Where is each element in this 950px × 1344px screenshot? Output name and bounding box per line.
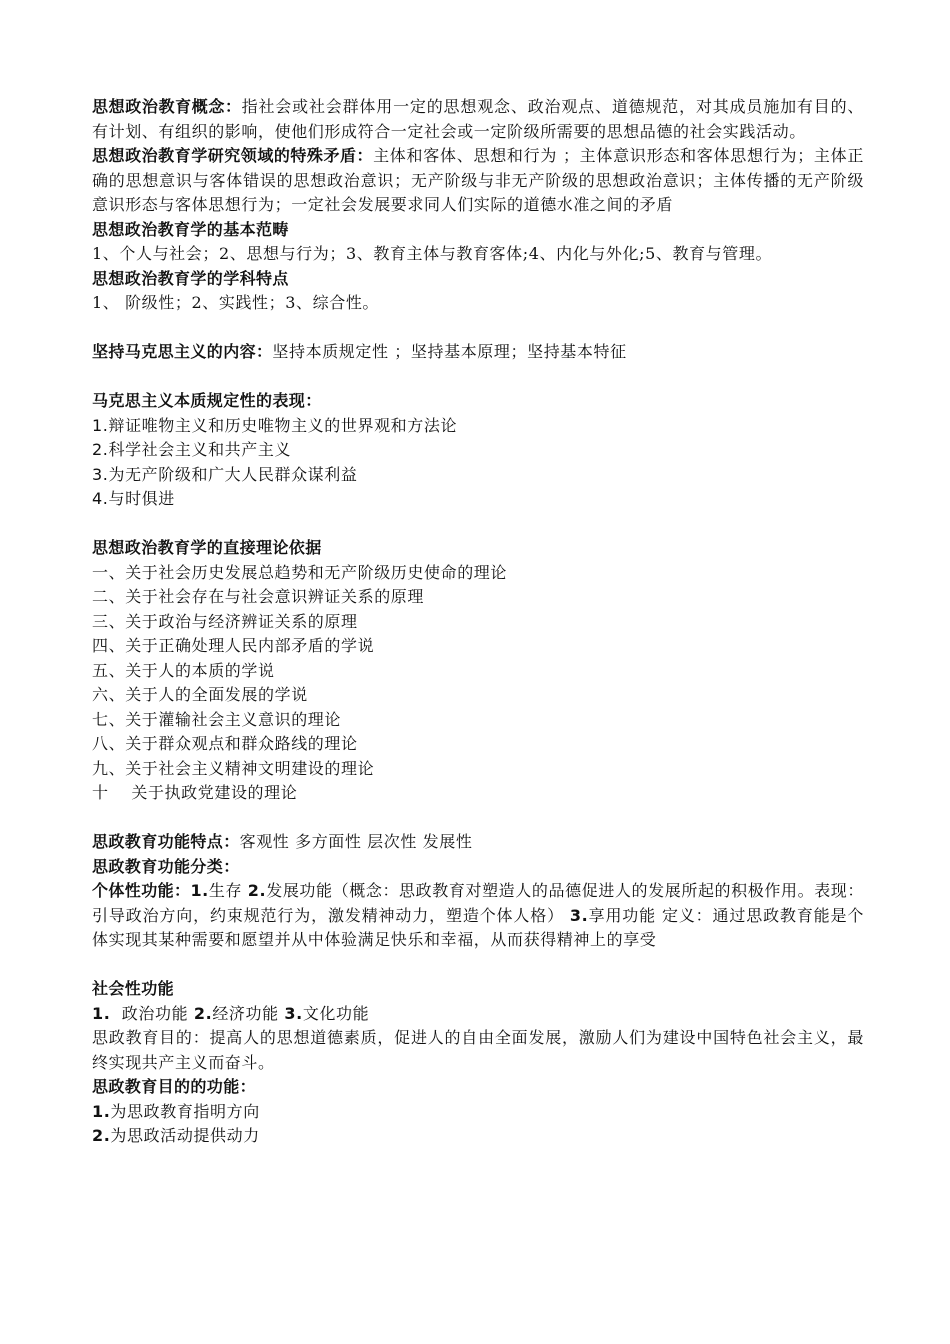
function-features-title: 思政教育功能特点： bbox=[92, 832, 240, 851]
marxism-essence-heading: 马克思主义本质规定性的表现： bbox=[92, 391, 322, 410]
individual-item-text: 发展功能（概念：思政教育对塑造人的品德促进人的发展所起的积极作用。表现：引导政治方向，约束规范行为，激发精神动力，塑造个体人格） bbox=[92, 881, 864, 925]
individual-item-text: 生存 bbox=[208, 881, 248, 900]
marxism-content-text: 坚持本质规定性 ；坚持基本原理；坚持基本特征 bbox=[272, 342, 627, 361]
spacer bbox=[92, 365, 864, 390]
list-item-number: 1. bbox=[92, 1003, 111, 1023]
spacer bbox=[92, 512, 864, 537]
function-features-paragraph bbox=[92, 830, 864, 855]
list-item-number: 1. bbox=[92, 415, 109, 435]
individual-item-text: 享用功能 定义：通过思政教育能是个体实现其某种需要和愿望并从中体验满足快乐和幸福，从而获得精神上的享受 bbox=[92, 905, 864, 949]
concept-text: 指社会或社会群体用一定的思想观念、政治观点、道德规范，对其成员施加有目的、有计划、有组织的影响，使他们形成符合一定社会或一定阶级所需要的思想品德的社会实践活动。 bbox=[92, 97, 864, 141]
list-item-number: 3. bbox=[92, 464, 109, 484]
social-function-heading: 社会性功能 bbox=[92, 979, 175, 998]
list-item bbox=[92, 463, 864, 488]
list-item-text: 辩证唯物主义和历史唯物主义的世界观和方法论 bbox=[108, 415, 458, 435]
social-item-text: 政治功能 bbox=[110, 1003, 194, 1023]
list-item-number: 1. bbox=[92, 1101, 111, 1121]
list-item-number: 2. bbox=[92, 1126, 111, 1145]
discipline-text: 1、 阶级性；2、实践性；3、综合性。 bbox=[92, 293, 380, 312]
list-item-text: 为思政活动提供动力 bbox=[110, 1126, 260, 1145]
list-item bbox=[92, 414, 864, 439]
goal-paragraph: 思政教育目的：提高人的思想道德素质，促进人的自由全面发展，激励人们为建设中国特色社会主义，最终实现共产主义而奋斗。 bbox=[92, 1028, 864, 1072]
list-item-number: 2. bbox=[92, 440, 109, 459]
list-item-number: 2. bbox=[193, 1003, 213, 1023]
spacer bbox=[92, 806, 864, 831]
list-item-text: 与时俱进 bbox=[108, 489, 175, 508]
list-item-text: 科学社会主义和共产主义 bbox=[108, 440, 292, 459]
list-item: 九、关于社会主义精神文明建设的理论 bbox=[92, 758, 375, 778]
function-class-heading: 思政教育功能分类： bbox=[92, 856, 240, 876]
spacer bbox=[92, 953, 864, 978]
list-item-number: 4. bbox=[92, 489, 109, 508]
list-item bbox=[92, 1100, 864, 1125]
list-item: 三、关于政治与经济辨证关系的原理 bbox=[92, 611, 358, 631]
contradiction-paragraph bbox=[92, 144, 864, 218]
list-item-number: 3. bbox=[569, 905, 589, 925]
discipline-heading: 思想政治教育学的学科特点 bbox=[92, 268, 289, 288]
marxism-content-title: 坚持马克思主义的内容： bbox=[92, 342, 273, 361]
concept-paragraph bbox=[92, 95, 864, 144]
contradiction-text: 主体和客体、思想和行为 ；主体意识形态和客体思想行为；主体正确的思想意识与客体错误的思想政治意识；无产阶级与非无产阶级的思想政治意识；主体传播的无产阶级意识形态与客体思想行为；一定社会发展要求同人们实际的道德水准之间的矛盾 bbox=[92, 146, 864, 214]
list-item: 七、关于灌输社会主义意识的理论 bbox=[92, 709, 342, 729]
document-page bbox=[92, 95, 864, 1149]
list-item: 八、关于群众观点和群众路线的理论 bbox=[92, 734, 358, 753]
list-item: 一、关于社会历史发展总趋势和无产阶级历史使命的理论 bbox=[92, 562, 508, 582]
list-item: 十 关于执政党建设的理论 bbox=[92, 783, 298, 802]
social-item-text: 文化功能 bbox=[302, 1003, 370, 1023]
function-features-text: 客观性 多方面性 层次性 发展性 bbox=[239, 832, 473, 851]
social-item-text: 经济功能 bbox=[212, 1003, 285, 1023]
list-item: 二、关于社会存在与社会意识辨证关系的原理 bbox=[92, 587, 425, 606]
list-item bbox=[92, 1124, 864, 1149]
list-item: 六、关于人的全面发展的学说 bbox=[92, 685, 308, 704]
theory-basis-heading: 思想政治教育学的直接理论依据 bbox=[92, 538, 322, 557]
list-item: 五、关于人的本质的学说 bbox=[92, 660, 275, 680]
list-item bbox=[92, 487, 864, 512]
categories-text: 1、个人与社会；2、思想与行为；3、教育主体与教育客体;4、内化与外化;5、教育与管理。 bbox=[92, 244, 773, 263]
list-item bbox=[92, 438, 864, 463]
individual-function-paragraph bbox=[92, 879, 864, 953]
list-item: 四、关于正确处理人民内部矛盾的学说 bbox=[92, 636, 375, 655]
list-item-text: 为无产阶级和广大人民群众谋利益 bbox=[108, 464, 358, 484]
categories-heading: 思想政治教育学的基本范畴 bbox=[92, 219, 289, 239]
individual-function-title: 个体性功能： bbox=[92, 881, 191, 900]
list-item-number: 2. bbox=[247, 881, 267, 900]
list-item-number: 1. bbox=[190, 881, 209, 900]
list-item-number: 3. bbox=[284, 1003, 303, 1023]
contradiction-title: 思想政治教育学研究领域的特殊矛盾： bbox=[92, 146, 374, 165]
marxism-content-paragraph bbox=[92, 340, 864, 365]
list-item-text: 为思政教育指明方向 bbox=[110, 1101, 260, 1121]
concept-title: 思想政治教育概念： bbox=[92, 97, 242, 116]
social-function-items bbox=[92, 1002, 864, 1027]
goal-function-heading: 思政教育目的的功能： bbox=[92, 1077, 257, 1096]
spacer bbox=[92, 316, 864, 341]
